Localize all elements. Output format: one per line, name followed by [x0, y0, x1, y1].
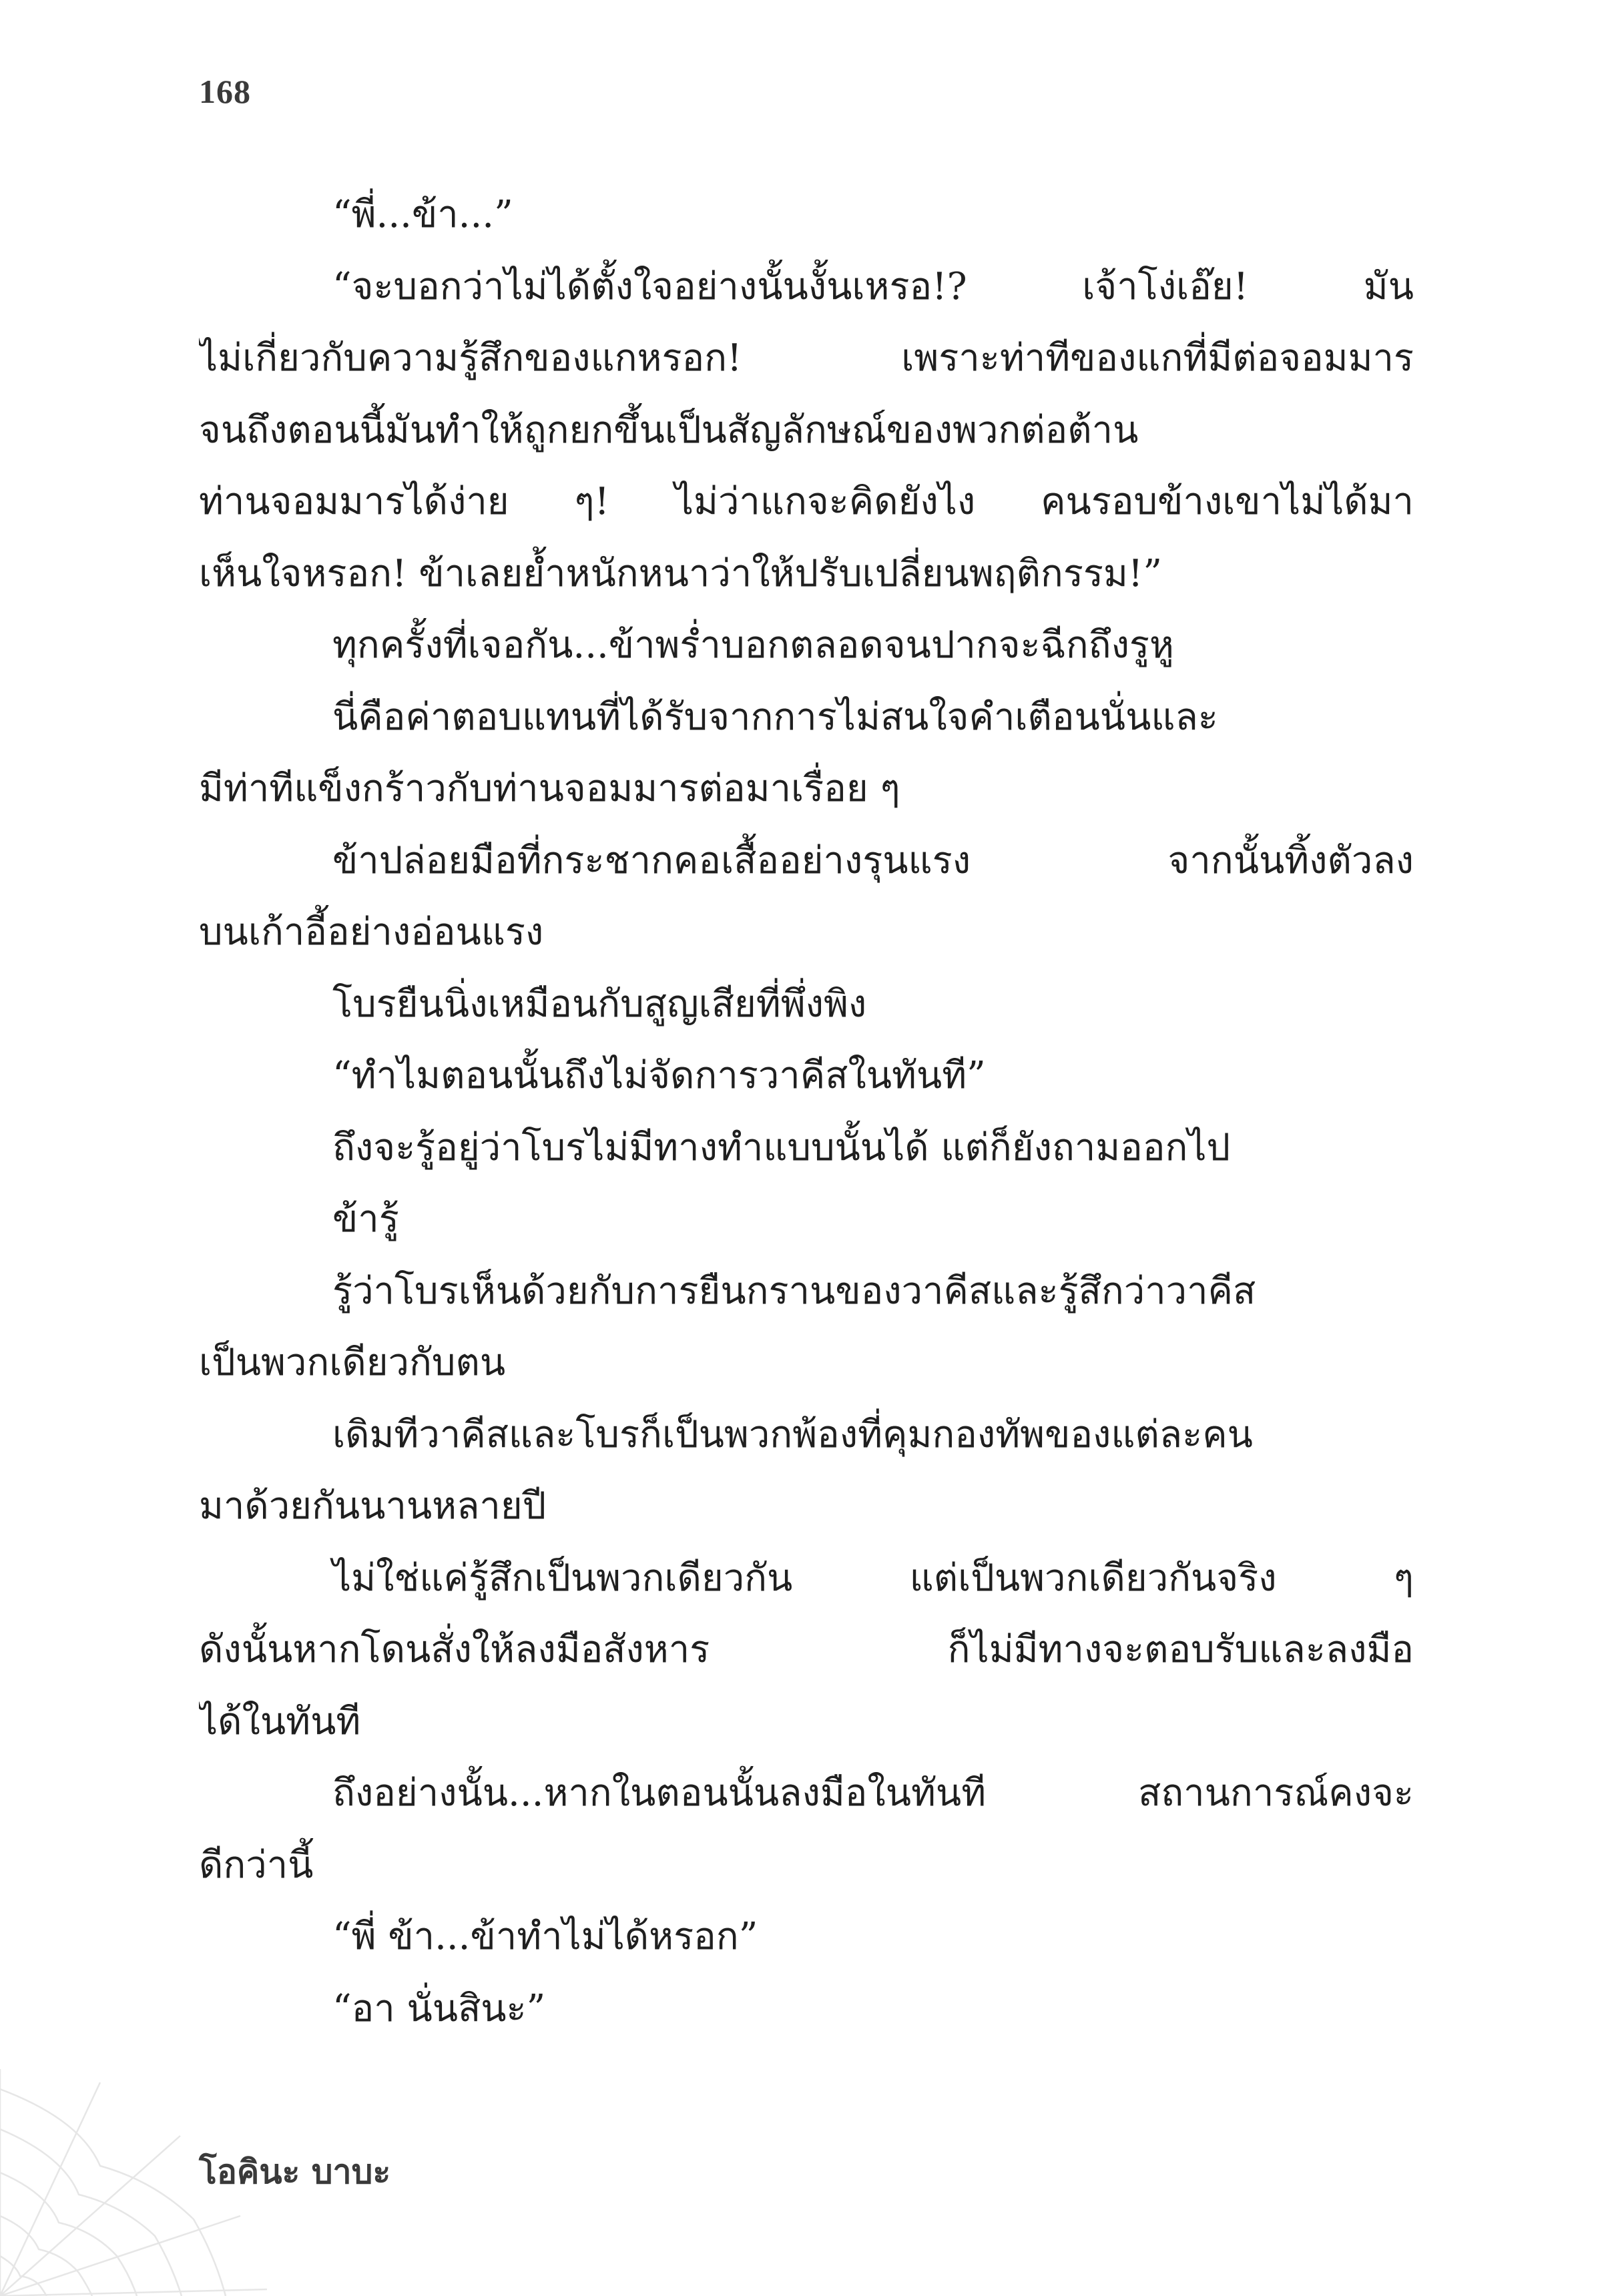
text-line: ทุกครั้งที่เจอกัน...ข้าพร่ำบอกตลอดจนปากจะฉีกถึงรูหู	[332, 623, 1174, 667]
text-line: “พี่...ข้า...”	[332, 193, 513, 236]
text-line: เดิมทีวาคีสและโบรก็เป็นพวกพ้องที่คุมกองทัพของแต่ละคน	[332, 1412, 1253, 1456]
text-line: เป็นพวกเดียวกับตน	[199, 1341, 506, 1384]
footer-title: โอคินะ บาบะ	[199, 2152, 391, 2191]
text-line: นี่คือค่าตอบแทนที่ได้รับจากการไม่สนใจคำเตือนนั่นและ	[332, 695, 1218, 739]
text-line: ข้ารู้	[332, 1197, 399, 1241]
text-line: ไม่ใช่แค่รู้สึกเป็นพวกเดียวกัน แต่เป็นพวกเดียวกันจริง ๆ	[332, 1556, 1414, 1600]
text-line: ถึงจะรู้อยู่ว่าโบรไม่มีทางทำแบบนั้นได้ แต่ก็ยังถามออกไป	[332, 1125, 1231, 1169]
body-text	[199, 179, 1414, 2044]
text-line: ดังนั้นหากโดนสั่งให้ลงมือสังหาร ก็ไม่มีทางจะตอบรับและลงมือ	[199, 1628, 1414, 1671]
text-line: “ทำไมตอนนั้นถึงไม่จัดการวาคีสในทันที”	[332, 1054, 986, 1097]
text-line: ไม่เกี่ยวกับความรู้สึกของแกหรอก! เพราะท่าทีของแกที่มีต่อจอมมาร	[199, 336, 1414, 380]
text-line: มาด้วยกันนานหลายปี	[199, 1484, 547, 1528]
text-line: ดีกว่านี้	[199, 1843, 314, 1887]
text-line: “อา นั่นสินะ”	[332, 1986, 546, 2030]
text-line: โบรยืนนิ่งเหมือนกับสูญเสียที่พึ่งพิง	[332, 982, 867, 1026]
text-line: ถึงอย่างนั้น...หากในตอนนั้นลงมือในทันที สถานการณ์คงจะ	[332, 1771, 1414, 1815]
text-line: ได้ในทันที	[199, 1699, 361, 1743]
text-line: มีท่าทีแข็งกร้าวกับท่านจอมมารต่อมาเรื่อย ๆ	[199, 767, 900, 810]
text-line: บนเก้าอี้อย่างอ่อนแรง	[199, 910, 544, 954]
page-number: 168	[199, 73, 251, 110]
text-line: รู้ว่าโบรเห็นด้วยกับการยืนกรานของวาคีสและรู้สึกว่าวาคีส	[332, 1269, 1256, 1313]
text-line: เห็นใจหรอก! ข้าเลยย้ำหนักหนาว่าให้ปรับเปลี่ยนพฤติกรรม!”	[199, 551, 1163, 595]
text-line: “พี่ ข้า...ข้าทำไม่ได้หรอก”	[332, 1915, 758, 1958]
text-line: “จะบอกว่าไม่ได้ตั้งใจอย่างนั้นงั้นเหรอ!? เจ้าโง่เอ๊ย! มัน	[332, 264, 1414, 308]
text-line: จนถึงตอนนี้มันทำให้ถูกยกขึ้นเป็นสัญลักษณ์ของพวกต่อต้าน	[199, 408, 1139, 452]
text-line: ข้าปล่อยมือที่กระชากคอเสื้ออย่างรุนแรง จากนั้นทิ้งตัวลง	[332, 838, 1414, 882]
text-line: ท่านจอมมารได้ง่าย ๆ! ไม่ว่าแกจะคิดยังไง คนรอบข้างเขาไม่ได้มา	[199, 480, 1414, 523]
